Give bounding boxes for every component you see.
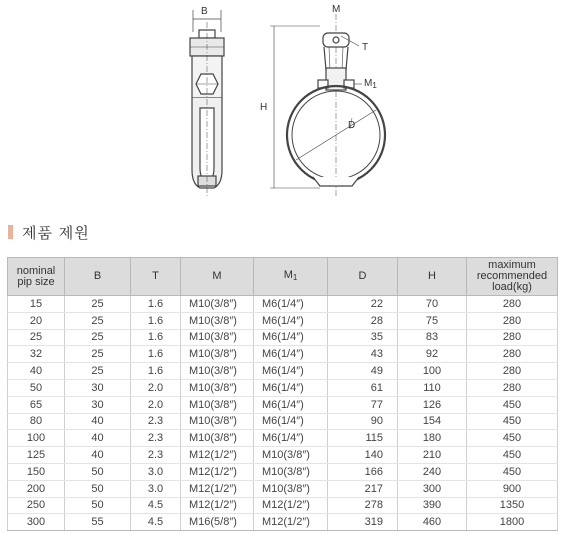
cell-nominal: 32 — [8, 346, 65, 363]
side-view — [190, 10, 224, 196]
dim-label-m1 — [364, 78, 377, 90]
cell-m: M16(5/8″) — [181, 514, 254, 531]
cell-m1: M6(1/4″) — [254, 296, 328, 313]
cell-nominal: 50 — [8, 379, 65, 396]
cell-h: 180 — [398, 430, 467, 447]
table-row — [8, 497, 558, 514]
cell-d: 278 — [328, 497, 398, 514]
cell-load: 1800 — [467, 514, 558, 531]
cell-load: 280 — [467, 296, 558, 313]
cell-h: 460 — [398, 514, 467, 531]
cell-load: 900 — [467, 480, 558, 497]
cell-h: 240 — [398, 463, 467, 480]
cell-d: 140 — [328, 447, 398, 464]
cell-d: 90 — [328, 413, 398, 430]
table-row — [8, 514, 558, 531]
cell-t: 1.6 — [131, 296, 181, 313]
cell-t: 3.0 — [131, 463, 181, 480]
cell-m: M12(1/2″) — [181, 480, 254, 497]
cell-m: M12(1/2″) — [181, 463, 254, 480]
cell-m1: M6(1/4″) — [254, 396, 328, 413]
cell-t: 3.0 — [131, 480, 181, 497]
cell-nominal: 80 — [8, 413, 65, 430]
cell-b: 25 — [65, 296, 131, 313]
product-drawing — [0, 0, 568, 215]
header-nominal-size: nominal pip size — [8, 258, 65, 296]
cell-nominal: 300 — [8, 514, 65, 531]
cell-nominal: 250 — [8, 497, 65, 514]
cell-h: 83 — [398, 329, 467, 346]
cell-load: 280 — [467, 346, 558, 363]
cell-b: 25 — [65, 329, 131, 346]
cell-d: 49 — [328, 363, 398, 380]
cell-t: 1.6 — [131, 346, 181, 363]
cell-t: 2.3 — [131, 430, 181, 447]
cell-nominal: 15 — [8, 296, 65, 313]
cell-b: 50 — [65, 480, 131, 497]
cell-b: 50 — [65, 463, 131, 480]
section-title-text: 제품 제원 — [22, 223, 90, 242]
section-heading — [8, 222, 90, 242]
cell-nominal: 25 — [8, 329, 65, 346]
cell-m1: M6(1/4″) — [254, 329, 328, 346]
spec-table — [7, 257, 558, 531]
cell-m: M12(1/2″) — [181, 497, 254, 514]
cell-m: M10(3/8″) — [181, 413, 254, 430]
table-row — [8, 463, 558, 480]
table-row — [8, 447, 558, 464]
cell-t: 2.0 — [131, 379, 181, 396]
cell-load: 280 — [467, 329, 558, 346]
cell-m1: M12(1/2″) — [254, 497, 328, 514]
header-max-load: maximum recommended load(kg) — [467, 258, 558, 296]
cell-load: 450 — [467, 396, 558, 413]
table-row — [8, 312, 558, 329]
table-header-row — [8, 258, 558, 296]
cell-h: 100 — [398, 363, 467, 380]
cell-load: 280 — [467, 363, 558, 380]
cell-m: M10(3/8″) — [181, 329, 254, 346]
cell-m: M10(3/8″) — [181, 396, 254, 413]
cell-nominal: 40 — [8, 363, 65, 380]
dim-label-h: H — [260, 102, 268, 113]
dim-label-d: D — [348, 120, 356, 131]
cell-h: 70 — [398, 296, 467, 313]
cell-load: 1350 — [467, 497, 558, 514]
table-row — [8, 363, 558, 380]
cell-t: 4.5 — [131, 497, 181, 514]
cell-m: M10(3/8″) — [181, 430, 254, 447]
cell-nominal: 20 — [8, 312, 65, 329]
cell-h: 75 — [398, 312, 467, 329]
cell-d: 115 — [328, 430, 398, 447]
header-m1 — [254, 258, 328, 296]
cell-d: 319 — [328, 514, 398, 531]
cell-nominal: 100 — [8, 430, 65, 447]
cell-nominal: 200 — [8, 480, 65, 497]
table-row — [8, 396, 558, 413]
cell-d: 35 — [328, 329, 398, 346]
cell-t: 1.6 — [131, 329, 181, 346]
cell-load: 450 — [467, 413, 558, 430]
cell-b: 30 — [65, 379, 131, 396]
cell-b: 25 — [65, 363, 131, 380]
cell-m1: M6(1/4″) — [254, 430, 328, 447]
dim-label-m: M — [332, 4, 341, 15]
header-h: H — [398, 258, 467, 296]
cell-b: 40 — [65, 447, 131, 464]
cell-h: 300 — [398, 480, 467, 497]
cell-m1: M6(1/4″) — [254, 363, 328, 380]
dim-label-b: B — [201, 6, 208, 17]
cell-m1: M12(1/2″) — [254, 514, 328, 531]
cell-b: 25 — [65, 312, 131, 329]
table-row — [8, 379, 558, 396]
table-row — [8, 329, 558, 346]
cell-b: 30 — [65, 396, 131, 413]
cell-b: 50 — [65, 497, 131, 514]
table-body — [8, 296, 558, 531]
cell-m1: M6(1/4″) — [254, 379, 328, 396]
cell-m1: M6(1/4″) — [254, 312, 328, 329]
cell-h: 210 — [398, 447, 467, 464]
cell-t: 4.5 — [131, 514, 181, 531]
cell-h: 390 — [398, 497, 467, 514]
cell-m1: M6(1/4″) — [254, 413, 328, 430]
cell-load: 450 — [467, 463, 558, 480]
cell-nominal: 125 — [8, 447, 65, 464]
cell-nominal: 65 — [8, 396, 65, 413]
cell-nominal: 150 — [8, 463, 65, 480]
cell-load: 450 — [467, 447, 558, 464]
cell-h: 110 — [398, 379, 467, 396]
header-m: M — [181, 258, 254, 296]
table-row — [8, 413, 558, 430]
cell-d: 22 — [328, 296, 398, 313]
dim-label-t: T — [362, 42, 369, 53]
table-row — [8, 296, 558, 313]
cell-t: 1.6 — [131, 363, 181, 380]
cell-d: 217 — [328, 480, 398, 497]
cell-t: 2.3 — [131, 447, 181, 464]
cell-t: 2.0 — [131, 396, 181, 413]
cell-m1: M10(3/8″) — [254, 463, 328, 480]
table-row — [8, 480, 558, 497]
cell-d: 43 — [328, 346, 398, 363]
cell-d: 166 — [328, 463, 398, 480]
cell-m: M12(1/2″) — [181, 447, 254, 464]
header-t: T — [131, 258, 181, 296]
cell-m: M10(3/8″) — [181, 363, 254, 380]
cell-h: 126 — [398, 396, 467, 413]
dim-label-m1-main: M — [364, 78, 373, 89]
cell-t: 2.3 — [131, 413, 181, 430]
header-m1-sub: 1 — [292, 273, 298, 282]
cell-b: 40 — [65, 430, 131, 447]
cell-d: 61 — [328, 379, 398, 396]
cell-m: M10(3/8″) — [181, 346, 254, 363]
cell-m: M10(3/8″) — [181, 379, 254, 396]
cell-b: 55 — [65, 514, 131, 531]
header-b: B — [65, 258, 131, 296]
dim-label-m1-sub: 1 — [372, 81, 377, 90]
cell-h: 154 — [398, 413, 467, 430]
heading-marker — [8, 225, 13, 239]
table-row — [8, 346, 558, 363]
header-m1-main: M — [283, 269, 293, 281]
cell-b: 40 — [65, 413, 131, 430]
cell-load: 280 — [467, 379, 558, 396]
header-d: D — [328, 258, 398, 296]
cell-m1: M10(3/8″) — [254, 447, 328, 464]
cell-m: M10(3/8″) — [181, 296, 254, 313]
cell-b: 25 — [65, 346, 131, 363]
cell-m1: M10(3/8″) — [254, 480, 328, 497]
cell-load: 450 — [467, 430, 558, 447]
cell-m: M10(3/8″) — [181, 312, 254, 329]
cell-d: 28 — [328, 312, 398, 329]
table-row — [8, 430, 558, 447]
cell-h: 92 — [398, 346, 467, 363]
hanger-diagram — [0, 0, 568, 215]
cell-t: 1.6 — [131, 312, 181, 329]
cell-load: 280 — [467, 312, 558, 329]
cell-m1: M6(1/4″) — [254, 346, 328, 363]
cell-d: 77 — [328, 396, 398, 413]
